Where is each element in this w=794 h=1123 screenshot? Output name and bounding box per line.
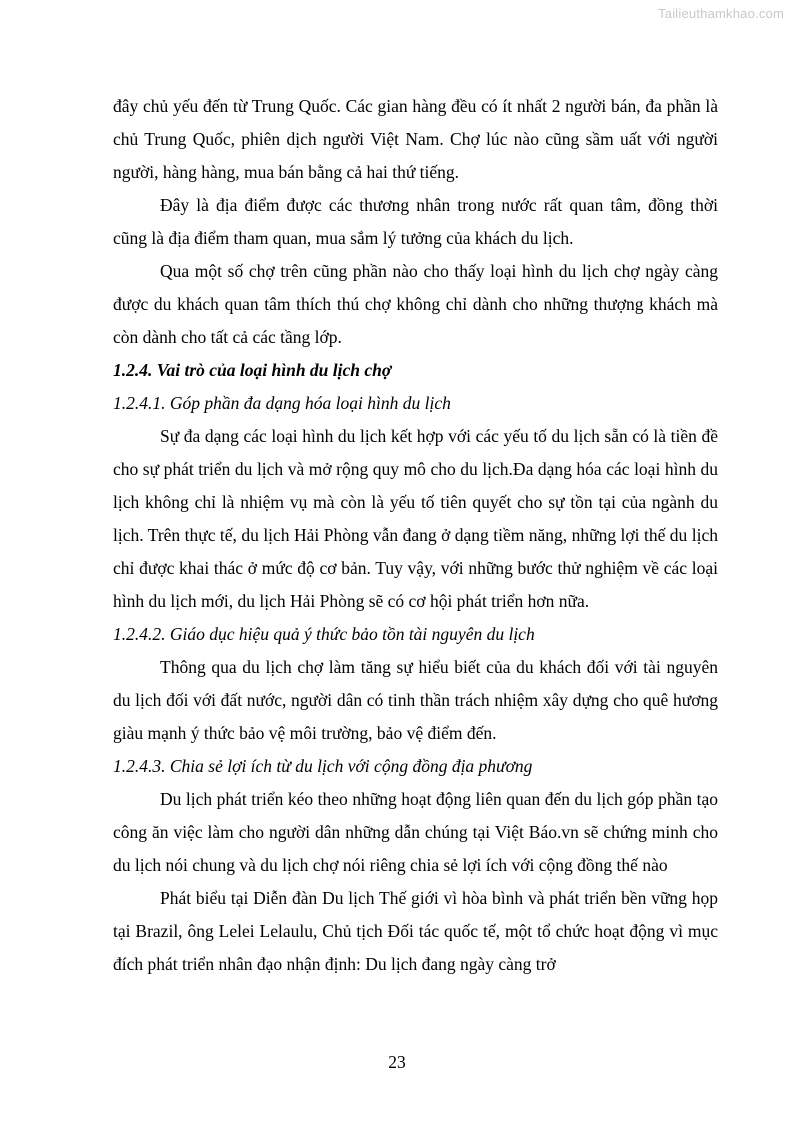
subsection-heading-3: 1.2.4.3. Chia sẻ lợi ích từ du lịch với cộng đồng địa phương <box>113 756 533 776</box>
paragraph-trading-venue: Đây là địa điểm được các thương nhân trong nước rất quan tâm, đồng thời cũng là địa điểm tham quan, mua sắm lý tưởng của khách du lịch. <box>113 195 718 248</box>
watermark: Tailieuthamkhao.com <box>658 6 784 21</box>
paragraph-market-summary: Qua một số chợ trên cũng phần nào cho thấy loại hình du lịch chợ ngày càng được du khách quan tâm thích thú chợ không chỉ dành cho những thượng khách mà còn dành cho tất cả các tầng lớp. <box>113 261 718 347</box>
page-number: 23 <box>388 1052 406 1072</box>
paragraph-continuation: đây chủ yếu đến từ Trung Quốc. Các gian hàng đều có ít nhất 2 người bán, đa phần là chủ Trung Quốc, phiên dịch người Việt Nam. Chợ lúc nào cũng sầm uất với người người, hàng hàng, mua bán bằng cả hai thứ tiếng. <box>113 96 718 182</box>
document-body <box>113 90 718 981</box>
paragraph-diversification: Sự đa dạng các loại hình du lịch kết hợp với các yếu tố du lịch sẵn có là tiền đề cho sự phát triển du lịch và mở rộng quy mô cho du lịch.Đa dạng hóa các loại hình du lịch không chỉ là nhiệm vụ mà còn là yếu tố tiên quyết cho sự tồn tại của ngành du lịch. Trên thực tế, du lịch Hải Phòng vẫn đang ở dạng tiềm năng, những lợi thế du lịch chỉ được khai thác ở mức độ cơ bản. Tuy vậy, với những bước thử nghiệm về các loại hình du lịch mới, du lịch Hải Phòng sẽ có cơ hội phát triển hơn nữa. <box>113 426 718 611</box>
subsection-heading-2: 1.2.4.2. Giáo dục hiệu quả ý thức bảo tồn tài nguyên du lịch <box>113 624 535 644</box>
paragraph-benefit-sharing: Du lịch phát triển kéo theo những hoạt động liên quan đến du lịch góp phần tạo công ăn việc làm cho người dân những dẫn chúng tại Việt Báo.vn sẽ chứng minh cho du lịch nói chung và du lịch chợ nói riêng chia sẻ lợi ích với cộng đồng thế nào <box>113 789 718 875</box>
subsection-heading-1: 1.2.4.1. Góp phần đa dạng hóa loại hình du lịch <box>113 393 451 413</box>
paragraph-forum-statement: Phát biểu tại Diễn đàn Du lịch Thế giới vì hòa bình và phát triển bền vững họp tại Brazil, ông Lelei Lelaulu, Chủ tịch Đối tác quốc tế, một tổ chức hoạt động vì mục đích phát triển nhân đạo nhận định: Du lịch đang ngày càng trở <box>113 888 718 974</box>
paragraph-education: Thông qua du lịch chợ làm tăng sự hiểu biết của du khách đối với tài nguyên du lịch đối với đất nước, người dân có tinh thần trách nhiệm xây dựng cho quê hương giàu mạnh ý thức bảo vệ môi trường, bảo vệ điểm đến. <box>113 657 718 743</box>
section-heading: 1.2.4. Vai trò của loại hình du lịch chợ <box>113 360 392 380</box>
